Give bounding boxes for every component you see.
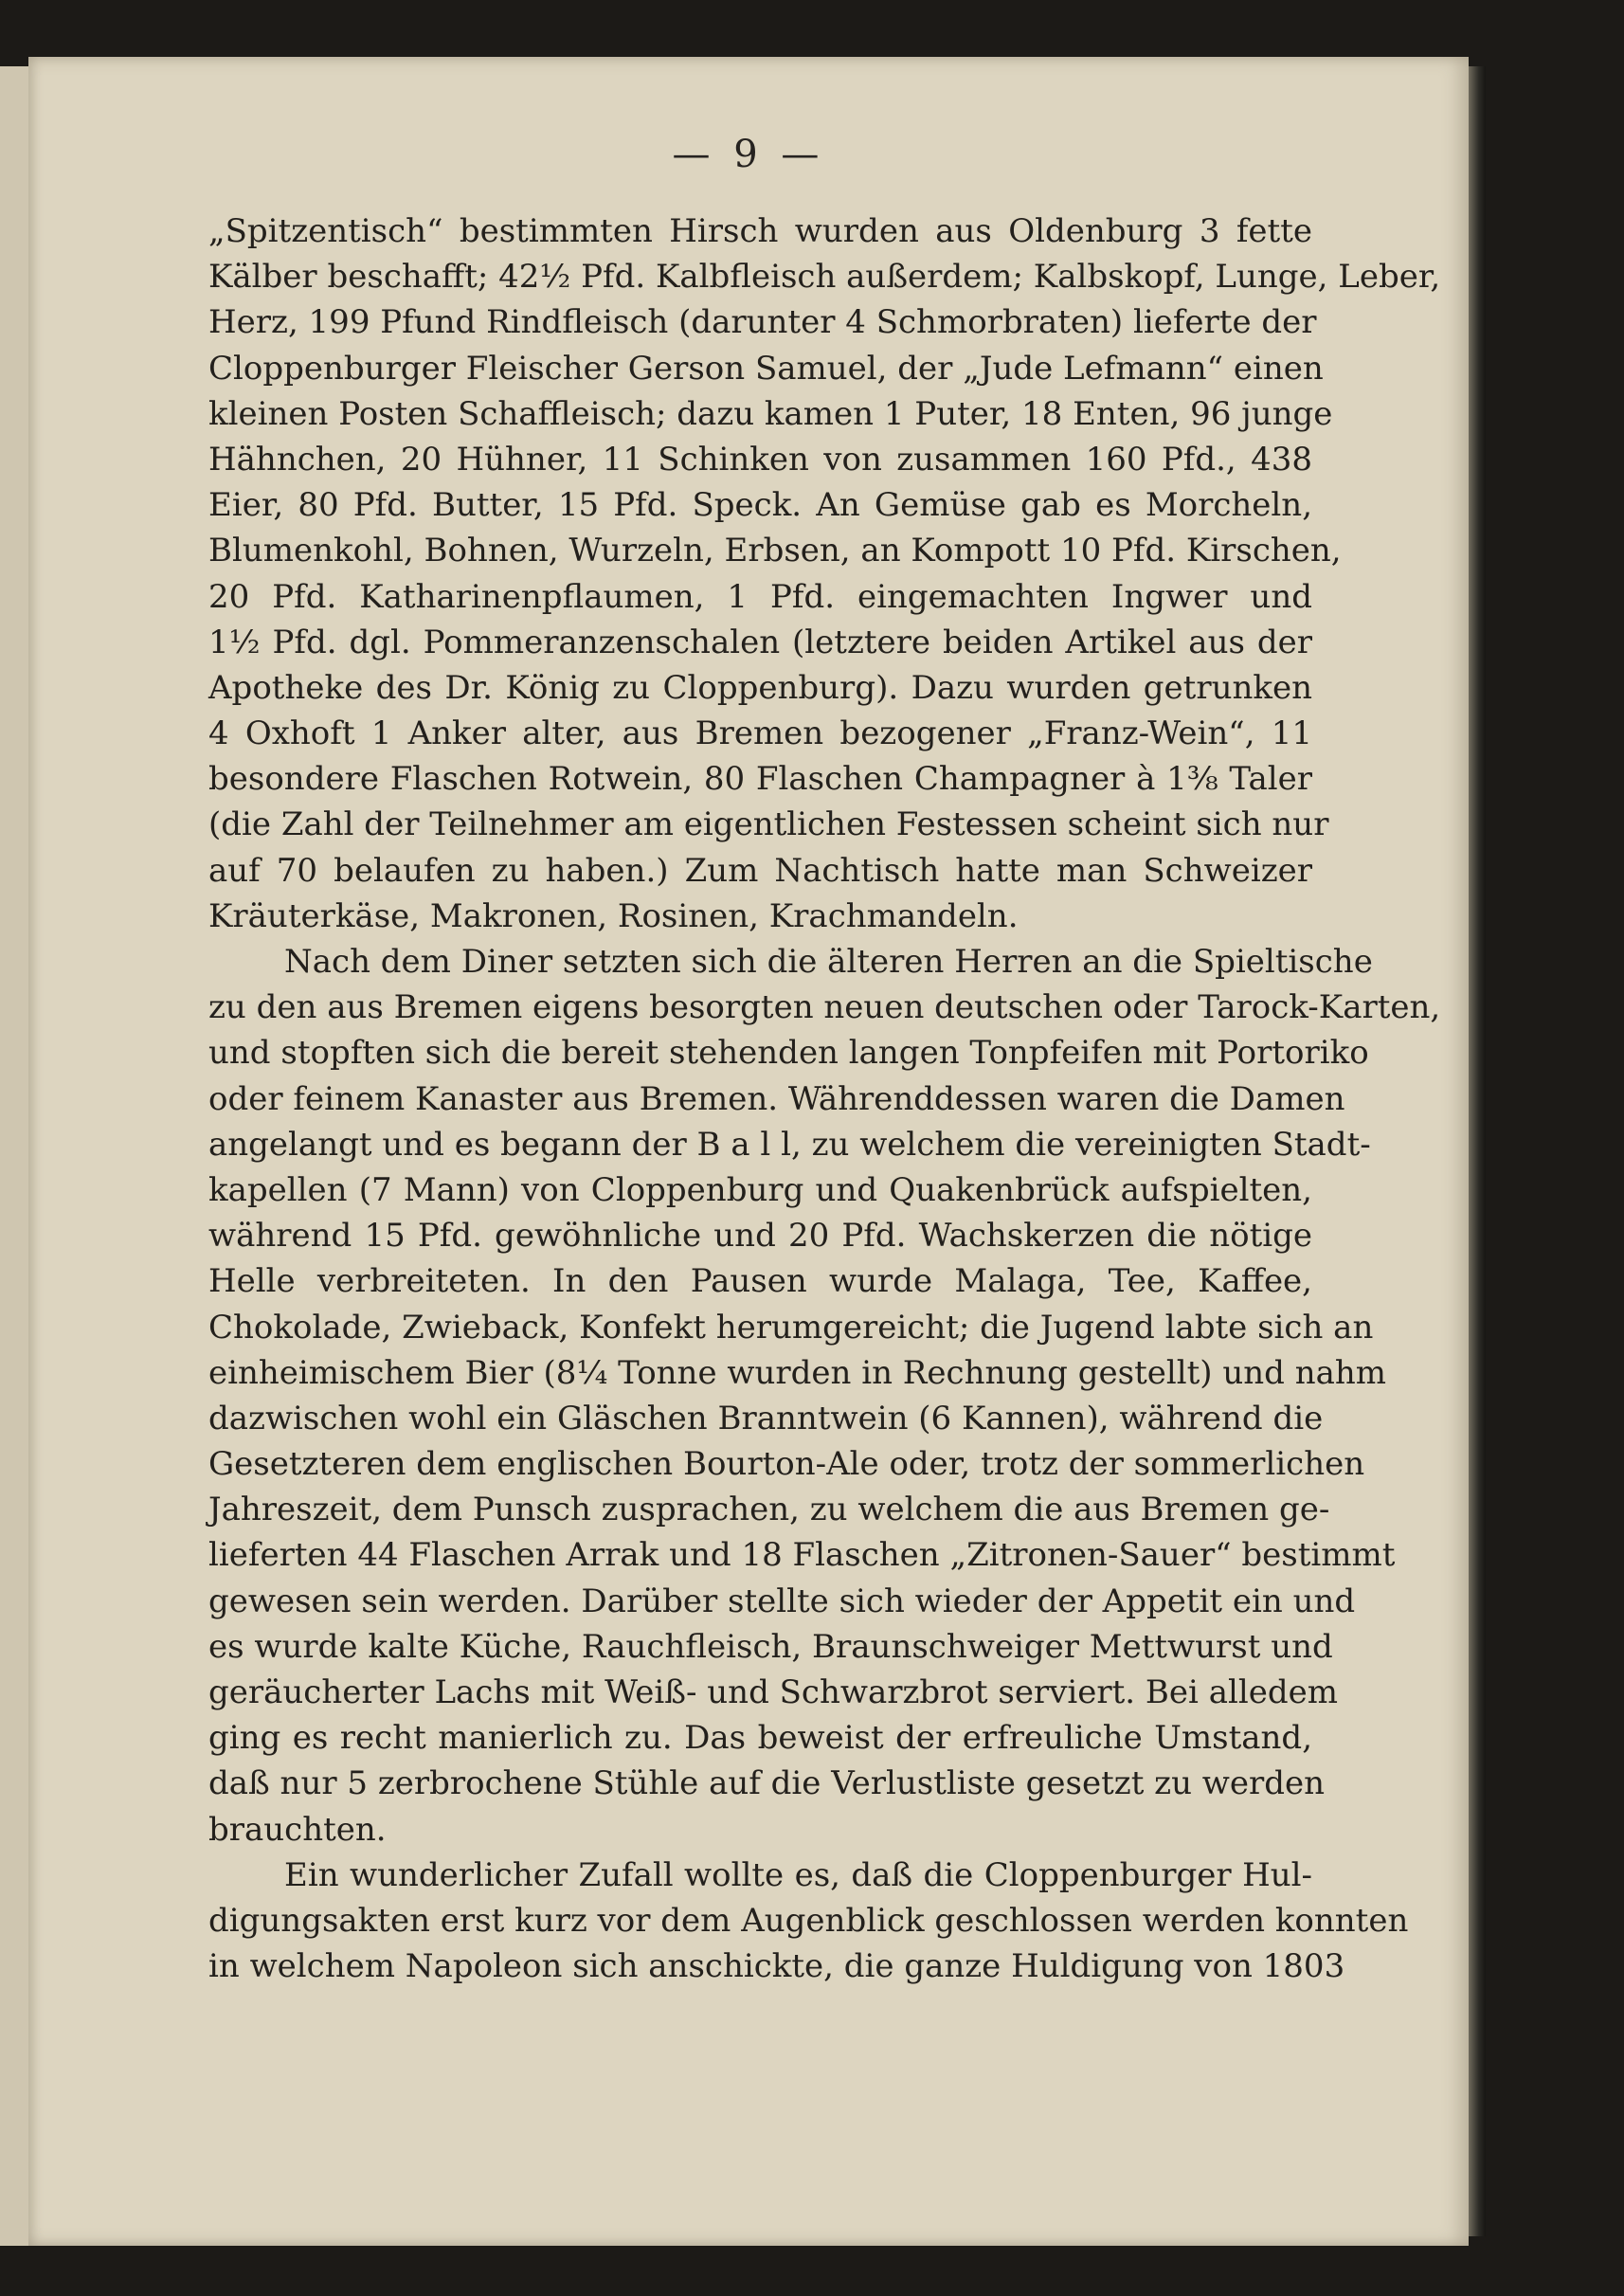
- text-line: Jahreszeit, dem Punsch zusprachen, zu welchem die aus Bremen ge-: [208, 1491, 1330, 1529]
- text-line: in welchem Napoleon sich anschickte, die ganze Huldigung von 1803: [208, 1947, 1345, 1986]
- text-line: daß nur 5 zerbrochene Stühle auf die Verlustliste gesetzt zu werden: [208, 1764, 1326, 1803]
- text-line: „Spitzentisch“ bestimmten Hirsch wurden aus Oldenburg 3 fette: [208, 212, 1312, 250]
- text-line: Blumenkohl, Bohnen, Wurzeln, Erbsen, an Kompott 10 Pfd. Kirschen,: [208, 532, 1342, 570]
- page-number: — 9 —: [672, 133, 825, 176]
- text-line: Herz, 199 Pfund Rindfleisch (darunter 4 Schmorbraten) lieferte der: [208, 303, 1317, 342]
- text-line: digungsakten erst kurz vor dem Augenblick geschlossen werden konnten: [208, 1901, 1409, 1940]
- text-line: Ein wunderlicher Zufall wollte es, daß die Cloppenburger Hul-: [284, 1855, 1312, 1894]
- text-line: ging es recht manierlich zu. Das beweist der erfreuliche Umstand,: [208, 1719, 1312, 1758]
- text-line: 4 Oxhoft 1 Anker alter, aus Bremen bezogener „Franz-Wein“, 11: [208, 714, 1312, 753]
- text-line: Gesetzteren dem englischen Bourton-Ale oder, trotz der sommerlichen: [208, 1445, 1365, 1484]
- text-line: während 15 Pfd. gewöhnliche und 20 Pfd. Wachskerzen die nötige: [208, 1217, 1312, 1256]
- text-line: auf 70 belaufen zu haben.) Zum Nachtisch hatte man Schweizer: [208, 851, 1312, 890]
- text-line: besondere Flaschen Rotwein, 80 Flaschen Champagner à 1⅜ Taler: [208, 760, 1312, 799]
- text-line: brauchten.: [208, 1810, 387, 1849]
- text-line: Hähnchen, 20 Hühner, 11 Schinken von zusammen 160 Pfd., 438: [208, 440, 1312, 479]
- text-line: Nach dem Diner setzten sich die älteren Herren an die Spieltische: [284, 943, 1373, 981]
- text-line: lieferten 44 Flaschen Arrak und 18 Flaschen „Zitronen-Sauer“ bestimmt: [208, 1536, 1396, 1575]
- facing-page-edge: [0, 66, 30, 2246]
- text-line: (die Zahl der Teilnehmer am eigentlichen Festessen scheint sich nur: [208, 805, 1329, 844]
- text-line: Chokolade, Zwieback, Konfekt herumgereicht; die Jugend labte sich an: [208, 1308, 1374, 1347]
- text-line: einheimischem Bier (8¼ Tonne wurden in Rechnung gestellt) und nahm: [208, 1353, 1387, 1392]
- text-line: oder feinem Kanaster aus Bremen. Währenddessen waren die Damen: [208, 1079, 1345, 1118]
- body-text: [208, 208, 1441, 1989]
- text-line: Kälber beschafft; 42½ Pfd. Kalbfleisch außerdem; Kalbskopf, Lunge, Leber,: [208, 258, 1441, 297]
- text-line: Eier, 80 Pfd. Butter, 15 Pfd. Speck. An Gemüse gab es Morcheln,: [208, 486, 1312, 525]
- text-line: zu den aus Bremen eigens besorgten neuen deutschen oder Tarock-Karten,: [208, 988, 1441, 1027]
- text-line: Kräuterkäse, Makronen, Rosinen, Krachmandeln.: [208, 896, 1019, 935]
- text-line: dazwischen wohl ein Gläschen Branntwein (6 Kannen), während die: [208, 1399, 1324, 1437]
- text-line: kapellen (7 Mann) von Cloppenburg und Quakenbrück aufspielten,: [208, 1170, 1312, 1209]
- text-line: Helle verbreiteten. In den Pausen wurde Malaga, Tee, Kaffee,: [208, 1262, 1312, 1301]
- text-line: es wurde kalte Küche, Rauchfleisch, Braunschweiger Mettwurst und: [208, 1627, 1333, 1666]
- text-line: Apotheke des Dr. König zu Cloppenburg). Dazu wurden getrunken: [208, 668, 1312, 707]
- text-line: und stopften sich die bereit stehenden langen Tonpfeifen mit Portoriko: [208, 1034, 1369, 1073]
- text-line: gewesen sein werden. Darüber stellte sich wieder der Appetit ein und: [208, 1582, 1356, 1620]
- text-line: kleinen Posten Schaffleisch; dazu kamen 1 Puter, 18 Enten, 96 junge: [208, 394, 1333, 433]
- text-line: 1½ Pfd. dgl. Pommeranzenschalen (letztere beiden Artikel aus der: [208, 623, 1312, 661]
- text-line: Cloppenburger Fleischer Gerson Samuel, der „Jude Lefmann“ einen: [208, 349, 1324, 388]
- text-line: geräucherter Lachs mit Weiß- und Schwarzbrot serviert. Bei alledem: [208, 1673, 1338, 1711]
- book-page: [28, 57, 1469, 2246]
- text-line: angelangt und es begann der B a l l, zu welchem die vereinigten Stadt-: [208, 1125, 1371, 1164]
- book-spine-edge: [1469, 66, 1486, 2236]
- text-line: 20 Pfd. Katharinenpflaumen, 1 Pfd. eingemachten Ingwer und: [208, 577, 1312, 616]
